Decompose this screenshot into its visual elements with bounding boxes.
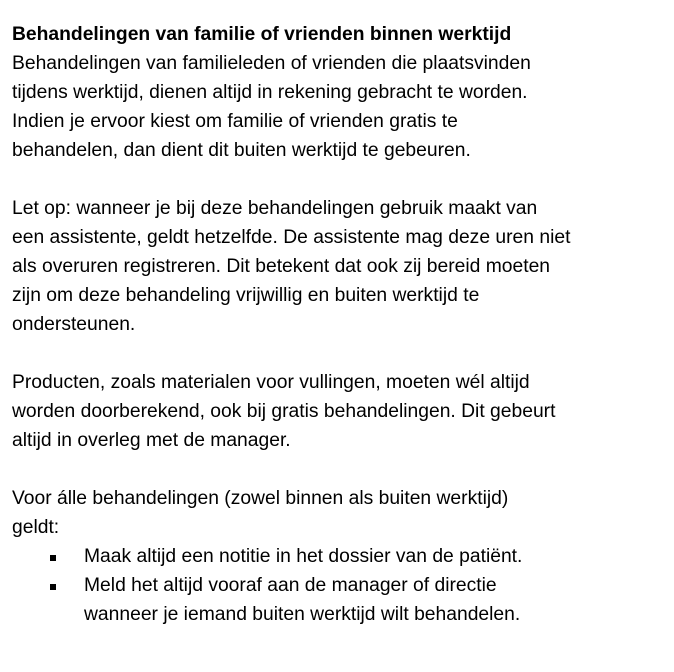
square-bullet-icon: [50, 555, 56, 561]
bullet-line: Maak altijd een notitie in het dossier van de patiënt.: [84, 546, 523, 567]
bullet-item-note: [12, 542, 662, 571]
paragraph-line: Let op: wanneer je bij deze behandelingen gebruik maakt van: [12, 198, 538, 219]
paragraph-line: tijdens werktijd, dienen altijd in rekening gebracht te worden.: [12, 82, 528, 103]
paragraph-assistant: [12, 194, 662, 339]
bullet-list: [12, 542, 662, 629]
paragraph-line: Indien je ervoor kiest om familie of vrienden gratis te: [12, 111, 458, 132]
paragraph-line: zijn om deze behandeling vrijwillig en buiten werktijd te: [12, 285, 480, 306]
paragraph-all-treatments: [12, 484, 662, 542]
document-title: Behandelingen van familie of vrienden binnen werktijd: [12, 24, 512, 45]
bullet-item-report: [12, 571, 662, 629]
document-body: [12, 20, 662, 629]
paragraph-intro: [12, 49, 662, 165]
paragraph-line: een assistente, geldt hetzelfde. De assistente mag deze uren niet: [12, 227, 571, 248]
paragraph-line: als overuren registreren. Dit betekent dat ook zij bereid moeten: [12, 256, 551, 277]
bullet-line: wanneer je iemand buiten werktijd wilt behandelen.: [84, 604, 521, 625]
paragraph-line: worden doorberekend, ook bij gratis behandelingen. Dit gebeurt: [12, 401, 556, 422]
paragraph-line: Behandelingen van familieleden of vrienden die plaatsvinden: [12, 53, 531, 74]
paragraph-line: Producten, zoals materialen voor vullingen, moeten wél altijd: [12, 372, 530, 393]
paragraph-products: [12, 368, 662, 455]
paragraph-line: behandelen, dan dient dit buiten werktijd te gebeuren.: [12, 140, 471, 161]
paragraph-line: ondersteunen.: [12, 314, 136, 335]
paragraph-line: geldt:: [12, 517, 60, 538]
paragraph-line: altijd in overleg met de manager.: [12, 430, 291, 451]
bullet-line: Meld het altijd vooraf aan de manager of directie: [84, 575, 497, 596]
paragraph-line: Voor álle behandelingen (zowel binnen als buiten werktijd): [12, 488, 509, 509]
square-bullet-icon: [50, 584, 56, 590]
